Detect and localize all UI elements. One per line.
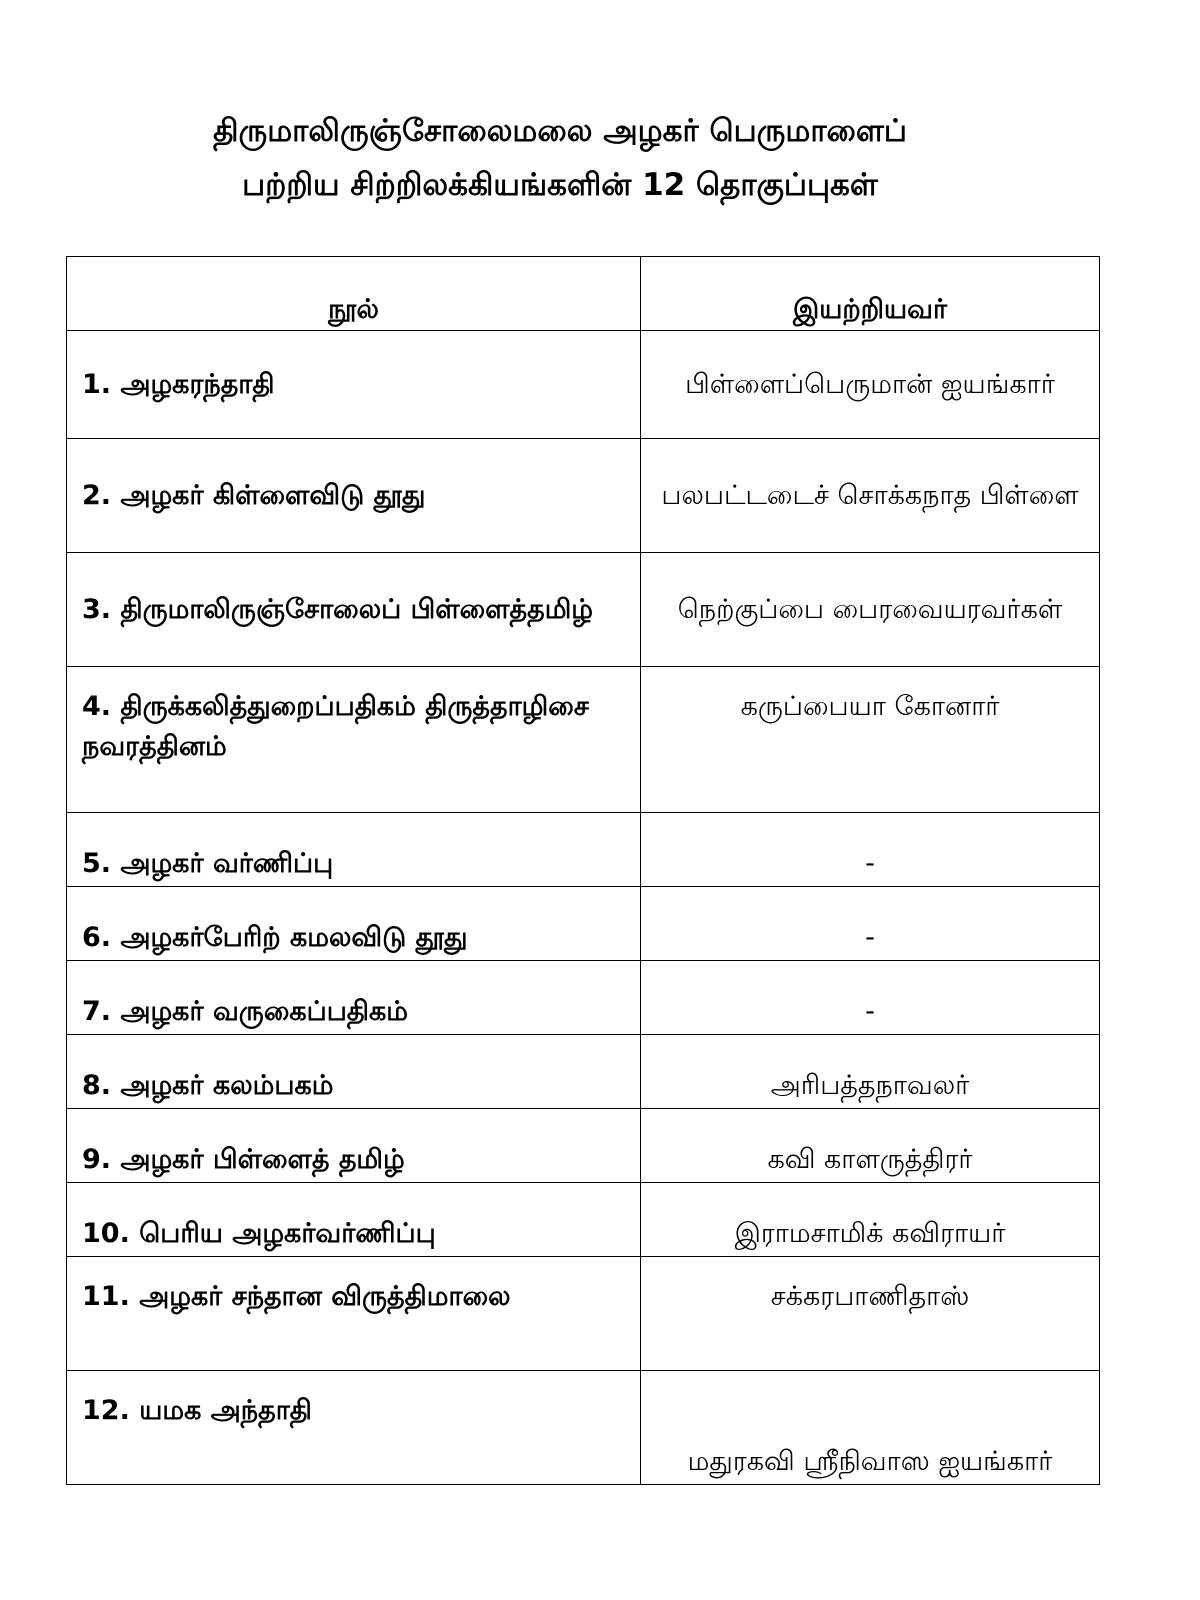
work-title: 2. அழகர் கிள்ளைவிடு தூது: [67, 439, 641, 553]
work-title: 12. யமக அந்தாதி: [67, 1371, 641, 1485]
author-name: இராமசாமிக் கவிராயர்: [641, 1183, 1100, 1257]
table-row: [67, 887, 1100, 961]
table-row: [67, 1035, 1100, 1109]
table-row: [67, 553, 1100, 667]
table-row: [67, 961, 1100, 1035]
header-author: இயற்றியவர்: [641, 257, 1100, 331]
author-name: -: [641, 887, 1100, 961]
table-row: [67, 1109, 1100, 1183]
work-title: 10. பெரிய அழகர்வர்ணிப்பு: [67, 1183, 641, 1257]
work-title: 4. திருக்கலித்துறைப்பதிகம் திருத்தாழிசை நவரத்தினம்: [67, 667, 641, 813]
title-line-1: திருமாலிருஞ்சோலைமலை அழகர் பெருமாளைப்: [213, 113, 907, 149]
author-name: -: [641, 961, 1100, 1035]
author-name: நெற்குப்பை பைரவையரவர்கள்: [641, 553, 1100, 667]
table-row: [67, 1371, 1100, 1485]
work-title: 7. அழகர் வருகைப்பதிகம்: [67, 961, 641, 1035]
table-row: [67, 1183, 1100, 1257]
author-name: மதுரகவி ஸ்ரீநிவாஸ ஐயங்கார்: [641, 1371, 1100, 1485]
work-title: 5. அழகர் வர்ணிப்பு: [67, 813, 641, 887]
author-name: கருப்பையா கோனார்: [641, 667, 1100, 813]
author-name: அரிபத்தநாவலர்: [641, 1035, 1100, 1109]
table-row: [67, 331, 1100, 439]
work-title: 6. அழகர்பேரிற் கமலவிடு தூது: [67, 887, 641, 961]
work-title: 3. திருமாலிருஞ்சோலைப் பிள்ளைத்தமிழ்: [67, 553, 641, 667]
header-work: நூல்: [67, 257, 641, 331]
table-header-row: [67, 257, 1100, 331]
author-name: -: [641, 813, 1100, 887]
table-row: [67, 813, 1100, 887]
work-title: 9. அழகர் பிள்ளைத் தமிழ்: [67, 1109, 641, 1183]
author-name: கவி காளருத்திரர்: [641, 1109, 1100, 1183]
work-title: 11. அழகர் சந்தான விருத்திமாலை: [67, 1257, 641, 1371]
work-title: 8. அழகர் கலம்பகம்: [67, 1035, 641, 1109]
table-row: [67, 667, 1100, 813]
table-row: [67, 1257, 1100, 1371]
author-name: பிள்ளைப்பெருமான் ஐயங்கார்: [641, 331, 1100, 439]
title-line-2: பற்றிய சிற்றிலக்கியங்களின் 12 தொகுப்புகள்: [242, 167, 878, 203]
works-table: [66, 256, 1100, 1485]
author-name: பலபட்டடைச் சொக்கநாத பிள்ளை: [641, 439, 1100, 553]
table-row: [67, 439, 1100, 553]
author-name: சக்கரபாணிதாஸ்: [641, 1257, 1100, 1371]
work-title: 1. அழகரந்தாதி: [67, 331, 641, 439]
page-title: [60, 104, 1060, 212]
